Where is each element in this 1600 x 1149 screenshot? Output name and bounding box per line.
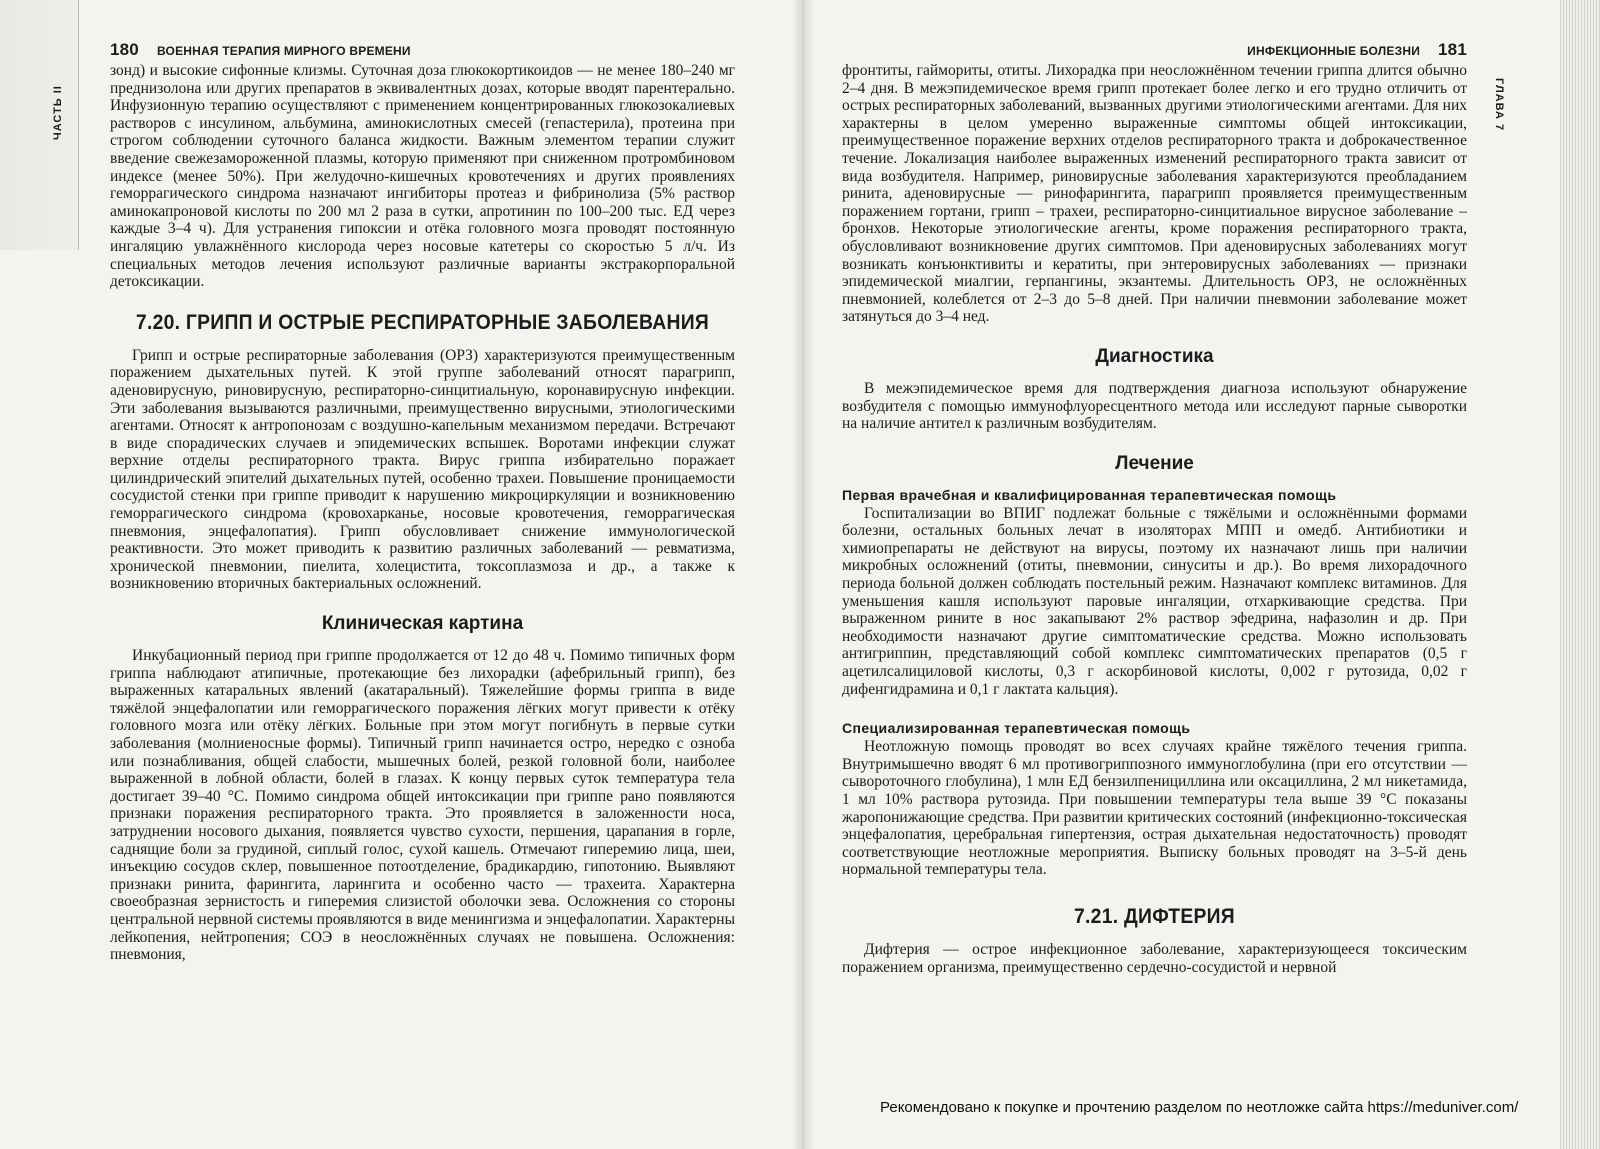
previous-pages-edge	[0, 0, 79, 250]
influenza-overview-paragraph: Грипп и острые респираторные заболевания (ОРЗ) характеризуются преимущественным поражением дыхательных путей. К этой группе заболеваний относят парагрипп, аденовирусную, риновирусную, респираторно-синцитиальную, коронавирусную инфекции. Эти заболевания вызываются различными, преимущественно вирусными, этиологическими агентами. Относят к антропонозам с воздушно-капельным механизмом передачи. Встречают в виде спорадических случаев и эпидемических вспышек. Воротами инфекции служат верхние отделы респираторного тракта. Вирус гриппа избирательно поражает цилиндрический эпителий дыхательных путей, особенно трахеи. Повышение проницаемости сосудистой стенки при гриппе приводит к нарушению микроциркуляции и возникновению геморрагического синдрома (кровохарканье, носовые кровотечения, геморрагическая пневмония, энцефалопатия). Грипп обусловливает снижение иммунологической реактивности. Это может приводить к развитию различных заболеваний — ревматизма, хронической пневмонии, пиелита, холецистита, токсоплазмоза и др., а также к возникновению вторичных бактериальных осложнений.	[110, 346, 735, 593]
right-page-number: 181	[1438, 40, 1467, 59]
heading-specialized-care: Специализированная терапевтическая помощь	[842, 720, 1191, 737]
right-intro-paragraph: фронтиты, гаймориты, отиты. Лихорадка при неосложнённом течении гриппа длится обычно 2–4 дня. В межэпидемическое время грипп протекает более легко и его трудно отличить от острых респираторных заболеваний, вызванных другими этиологическими агентами. Для них характерны в целом умеренно выраженные симптомы общей интоксикации, преимущественное поражение верхних отделов респираторного тракта и доброкачественное течение. Локализация наиболее выраженных изменений респираторного тракта зависит от вида возбудителя. Например, риновирусные заболевания характеризуются преобладанием ринита, аденовирусные — ринофарингита, парагрипп проявляется преимущественным поражением гортани, грипп – трахеи, респираторно-синцитиальное вирусное заболевание – бронхов. Некоторые этиологические агенты, кроме поражения респираторного тракта, обусловливают возникновение других симптомов. При аденовирусных заболеваниях могут возникать конъюнктивиты и кератиты, при энтеровирусных заболеваниях — признаки эпидемической миалгии, герпангины, экзантемы. Длительность ОРЗ, не осложнённых пневмонией, колеблется от 2–3 до 5–8 дней. При наличии пневмонии заболевание может затянуться до 3–4 нед.	[842, 62, 1467, 326]
left-side-tab: ЧАСТЬ II	[52, 85, 64, 140]
left-running-title: ВОЕННАЯ ТЕРАПИЯ МИРНОГО ВРЕМЕНИ	[156, 44, 411, 58]
right-side-tab: ГЛАВА 7	[1493, 78, 1505, 132]
left-page-number: 180	[110, 40, 139, 59]
left-page	[110, 40, 735, 964]
section-title-diphtheria: 7.21. ДИФТЕРИЯ	[1074, 904, 1235, 928]
page-stack-edge	[1560, 0, 1600, 1149]
subsection-title-clinical-picture: Клиническая картина	[321, 613, 524, 635]
left-intro-paragraph: зонд) и высокие сифонные клизмы. Суточная доза глюкокортикоидов — не менее 180–240 мг преднизолона или других препаратов в эквивалентных дозах, которые вводят парентерально. Инфузионную терапию осуществляют с применением концентрированных глюкозокалиевых растворов с инсулином, альбумина, аминокислотных смесей (гепастерила), протеина при строгом соблюдении суточного баланса жидкости. Важным элементом терапии служит введение свежезамороженной плазмы, которую применяют при сниженном протромбиновом индексе (менее 50%). При желудочно-кишечных кровотечениях и других проявлениях геморрагического синдрома назначают ингибиторы протеаз и фибринолиза (5% раствор аминокапроновой кислоты по 200 мл 2 раза в сутки, апротинин по 100–200 тыс. ЕД через каждые 3–4 ч). Для устранения гипоксии и отёка головного мозга проводят постоянную ингаляцию увлажнённого кислорода через носовые катетеры со скоростью 5 л/ч. Из специальных методов лечения используют различные варианты экстракорпоральной детоксикации.	[110, 62, 735, 291]
diphtheria-paragraph: Дифтерия — острое инфекционное заболевание, характеризующееся токсическим поражением организма, преимущественно сердечно-сосудистой и нервной	[842, 940, 1467, 976]
diagnostics-paragraph: В межэпидемическое время для подтверждения диагноза используют обнаружение возбудителя с помощью иммунофлуоресцентного метода или исследуют парные сыворотки на наличие антител к различным возбудителям.	[842, 379, 1467, 433]
right-page	[842, 40, 1467, 976]
book-gutter	[792, 0, 814, 1149]
subsection-title-diagnostics: Диагностика	[1095, 345, 1214, 367]
right-running-head	[842, 40, 1467, 62]
site-recommendation-note: Рекомендовано к покупке и прочтению разделом по неотложке сайта https://meduniver.com/	[880, 1099, 1519, 1116]
specialized-care-paragraph: Неотложную помощь проводят во всех случаях крайне тяжёлого течения гриппа. Внутримышечно вводят 6 мл противогриппозного иммуноглобулина (при его отсутствии — сывороточного глобулина), 1 млн ЕД бензилпенициллина или оксациллина, 2 мл никетамида, 1 мл 10% раствора рутозида. При повышении температуры тела выше 39 °С показаны жаропонижающие средства. При развитии критических состояний (инфекционно-токсическая энцефалопатия, церебральная гипертензия, острая дыхательная недостаточность) проводят соответствующие неотложные мероприятия. Выписку больных проводят на 3–5-й день нормальной температуры тела.	[842, 738, 1467, 879]
clinical-picture-paragraph: Инкубационный период при гриппе продолжается от 12 до 48 ч. Помимо типичных форм гриппа наблюдают атипичные, протекающие без лихорадки (афебрильный грипп), без выраженных катаральных явлений (акатаральный). Тяжелейшие формы гриппа в виде тяжёлой энцефалопатии или геморрагического поражения лёгких могут привести к отёку головного мозга или отёку лёгких. Больные при этом могут погибнуть в первые сутки заболевания (молниеносные формы). Типичный грипп начинается остро, нередко с озноба или познабливания, общей слабости, мышечных болей, резкой головной боли, наиболее выраженной в лобной области, болей в глазах. К концу первых суток температура тела достигает 39–40 °С. Помимо синдрома общей интоксикации при гриппе рано появляются признаки поражения респираторного тракта. Это проявляется в заложенности носа, затруднении носового дыхания, появляется чувство сухости, першения, царапания в горле, саднящие боли за грудиной, сиплый голос, сухой кашель. Отмечают гиперемию лица, шеи, инъекцию сосудов склер, повышенное потоотделение, брадикардию, гипотонию. Выявляют признаки ринита, фарингита, ларингита и особенно часто — трахеита. Характерна своеобразная зернистость и гиперемия слизистой оболочки зева. Осложнения со стороны центральной нервной системы проявляются в виде менингизма и энцефалопатии. Характерны лейкопения, нейтропения; СОЭ в неосложнённых случаях не повышена. Осложнения: пневмония,	[110, 647, 735, 964]
section-title-influenza: 7.20. ГРИПП И ОСТРЫЕ РЕСПИРАТОРНЫЕ ЗАБОЛЕВАНИЯ	[135, 310, 710, 334]
left-running-head	[110, 40, 735, 62]
heading-first-aid: Первая врачебная и квалифицированная терапевтическая помощь	[842, 486, 1337, 503]
first-aid-paragraph: Госпитализации во ВПИГ подлежат больные с тяжёлыми и осложнёнными формами болезни, остальных больных лечат в изоляторах МПП и омедб. Антибиотики и химиопрепараты не действуют на вирусы, поэтому их назначают лишь при наличии микробных осложнений (отиты, пневмонии, синуситы и др.). Во время лихорадочного периода больной должен соблюдать постельный режим. Назначают комплекс витаминов. Для уменьшения кашля используют паровые ингаляции, отхаркивающие средства. При выраженном рините в нос закапывают 2% раствор эфедрина, нафазолин и др. При необходимости назначают другие симптоматические средства. Можно использовать антигриппин, представляющий собой комплекс симптоматических препаратов (0,5 г ацетилсалициловой кислоты, 0,3 г аскорбиновой кислоты, 0,002 г рутозида, 0,02 г дифенгидрамина и 0,1 г лактата кальция).	[842, 504, 1467, 698]
subsection-title-treatment: Лечение	[1115, 452, 1194, 474]
right-running-title: ИНФЕКЦИОННЫЕ БОЛЕЗНИ	[1247, 44, 1421, 58]
